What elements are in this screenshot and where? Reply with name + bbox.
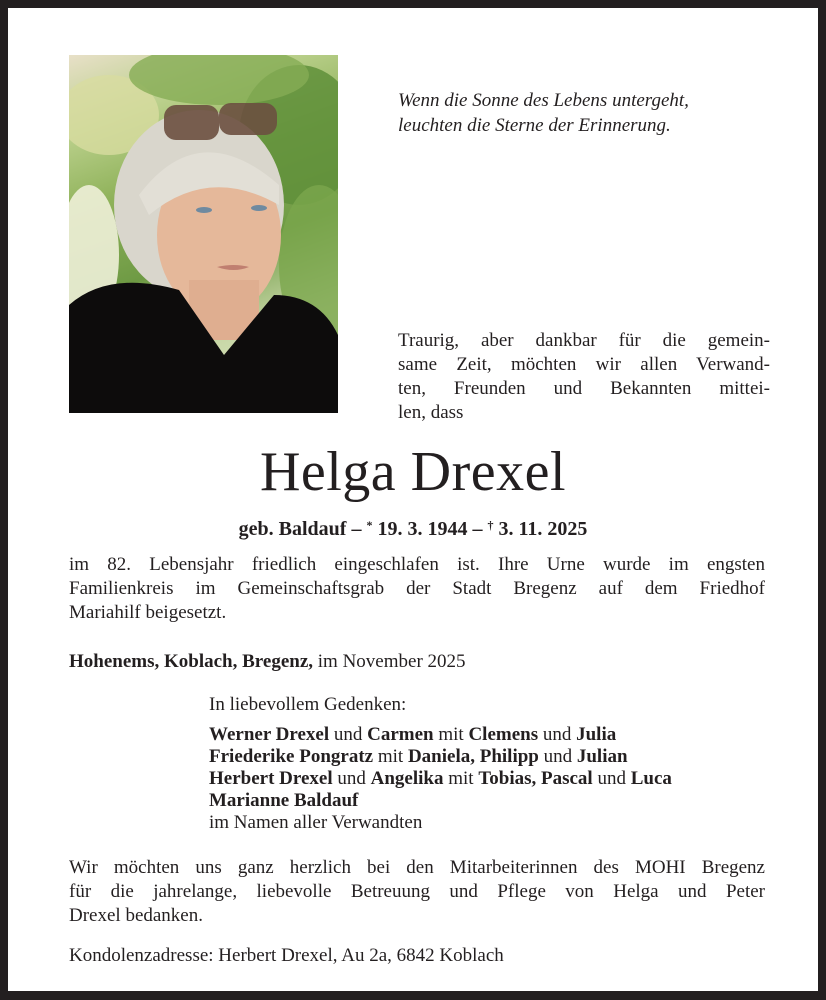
quote-line: leuchten die Sterne der Erinnerung. <box>398 115 671 136</box>
mourners-heading: In liebevollem Gedenken: <box>209 694 407 715</box>
mourner-name: Tobias, Pascal <box>478 768 593 789</box>
connector-text: und <box>329 724 368 745</box>
connector-text: und <box>592 768 631 789</box>
announcement-paragraph <box>69 553 765 625</box>
connector-text: mit <box>373 746 408 767</box>
date-text: im November 2025 <box>313 651 466 672</box>
intro-line: len, dass <box>398 402 464 423</box>
mourner-row <box>209 790 672 812</box>
mourner-row <box>209 768 672 790</box>
death-date: 3. 11. 2025 <box>493 518 588 540</box>
separator: – <box>346 518 367 540</box>
maiden-name: geb. Baldauf <box>238 518 347 540</box>
obituary-card <box>8 8 818 991</box>
connector-text: und <box>332 768 371 789</box>
mourner-name: Herbert Drexel <box>209 768 333 789</box>
life-dates <box>8 512 818 542</box>
mourner-name: Friederike Pongratz <box>209 746 374 767</box>
thanks-line: Wir möchten uns ganz herzlich bei den Mitarbeiterinnen des MOHI Bregenz <box>69 857 765 878</box>
mourners-footer: im Namen aller Verwandten <box>209 812 423 833</box>
intro-paragraph <box>398 329 770 425</box>
separator: – <box>467 518 488 540</box>
intro-line: Traurig, aber dankbar für die gemein- <box>398 330 770 351</box>
connector-text: und <box>538 724 577 745</box>
quote-line: Wenn die Sonne des Lebens untergeht, <box>398 90 689 111</box>
portrait-photo <box>69 55 338 413</box>
condolence-address: Kondolenzadresse: Herbert Drexel, Au 2a, 6842 Koblach <box>69 945 504 966</box>
connector-text: mit <box>443 768 479 789</box>
mourner-name: Julia <box>576 724 617 745</box>
death-cross-icon: † <box>487 518 494 532</box>
memorial-quote <box>398 88 689 138</box>
mourner-name: Luca <box>630 768 672 789</box>
portrait-illustration <box>69 55 338 413</box>
mourner-list <box>209 724 672 812</box>
mourners-block <box>209 694 672 834</box>
body-line: Mariahilf beigesetzt. <box>69 602 227 623</box>
birth-date: 19. 3. 1944 <box>372 518 468 540</box>
mourner-name: Carmen <box>367 724 434 745</box>
body-line: Familienkreis im Gemeinschaftsgrab der Stadt Bregenz auf dem Friedhof <box>69 578 765 599</box>
towns: Hohenems, Koblach, Bregenz, <box>69 651 314 672</box>
intro-line: ten, Freunden und Bekannten mittei- <box>398 378 770 399</box>
connector-text: mit <box>433 724 469 745</box>
body-line: im 82. Lebensjahr friedlich eingeschlafen ist. Ihre Urne wurde im engsten <box>69 554 765 575</box>
mourner-name: Angelika <box>370 768 444 789</box>
birth-star-icon: * <box>366 518 373 532</box>
mourner-name: Julian <box>576 746 628 767</box>
mourner-name: Marianne Baldauf <box>209 790 359 811</box>
mourner-row <box>209 746 672 768</box>
thanks-paragraph <box>69 856 765 928</box>
mourner-row <box>209 724 672 746</box>
thanks-line: Drexel bedanken. <box>69 905 203 926</box>
deceased-name: Helga Drexel <box>259 441 567 503</box>
mourner-name: Daniela, Philipp <box>407 746 539 767</box>
intro-line: same Zeit, möchten wir allen Verwand- <box>398 354 770 375</box>
mourner-name: Werner Drexel <box>209 724 330 745</box>
thanks-line: für die jahrelange, liebevolle Betreuung und Pflege von Helga und Peter <box>69 881 765 902</box>
place-and-date <box>69 650 466 674</box>
mourner-name: Clemens <box>468 724 539 745</box>
connector-text: und <box>538 746 577 767</box>
